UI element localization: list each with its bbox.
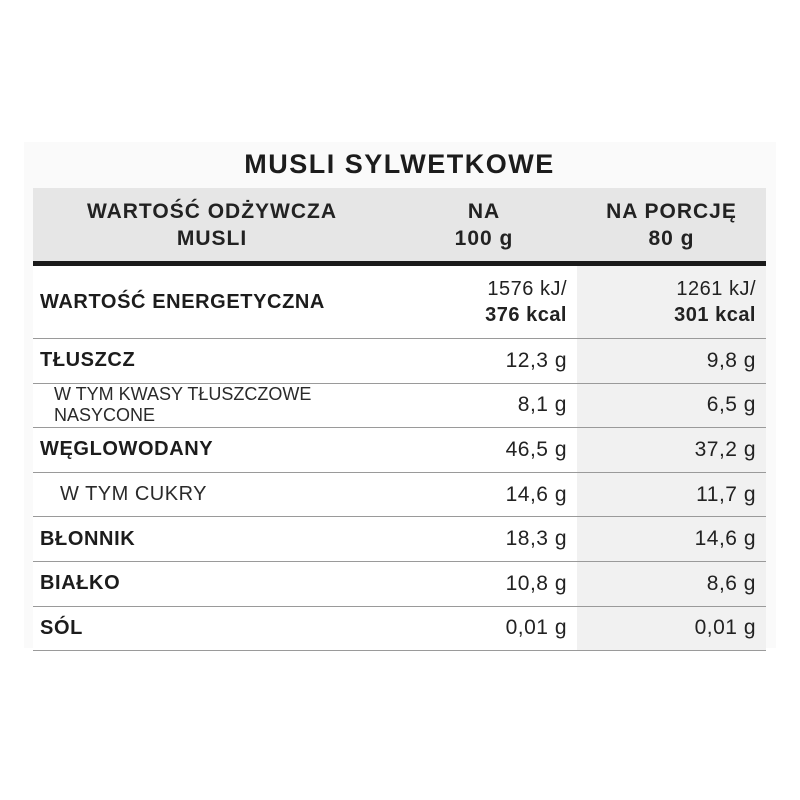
table-row-energy [33,266,766,339]
header-per-100g [391,188,577,261]
per100-value: 8,1 g [517,393,567,417]
product-title: MUSLI SYLWETKOWE [244,149,555,179]
table-row-fat [33,339,766,384]
energy-per100-kcal: 376 kcal [485,304,567,326]
table-row-sugars [33,473,766,518]
header-col1-line1: WARTOŚĆ ODŻYWCZA [86,199,338,223]
header-col3-line1: NA PORCJĘ [606,199,737,223]
header-nutrition-value [33,188,391,261]
per100-value: 12,3 g [505,348,567,372]
header-col1-line2: MUSLI [176,226,248,250]
per100-cell [391,473,577,517]
row-label-cell [33,562,391,606]
portion-cell [577,384,766,428]
row-label-cell [33,517,391,561]
per100-cell [391,266,577,338]
table-row-salt [33,607,766,652]
per100-cell [391,384,577,428]
portion-value: 6,5 g [706,393,756,417]
header-col2-line2: 100 g [454,226,514,250]
table-header-row [33,188,766,266]
per100-value: 14,6 g [505,482,567,506]
table-row-protein [33,562,766,607]
row-label: BIAŁKO [40,572,121,595]
per100-value: 18,3 g [505,527,567,551]
per100-value: 46,5 g [505,437,567,461]
portion-cell [577,517,766,561]
portion-value: 11,7 g [696,482,756,506]
portion-cell [577,266,766,338]
nutrition-table [33,188,766,651]
per100-cell [391,517,577,561]
per100-value: 0,01 g [505,616,567,640]
row-label: W TYM CUKRY [60,483,207,506]
portion-value: 37,2 g [694,437,756,461]
portion-cell [577,607,766,651]
row-label: SÓL [40,616,83,639]
row-label: WARTOŚĆ ENERGETYCZNA [40,290,325,313]
portion-value: 9,8 g [706,348,756,372]
row-label-cell [33,428,391,472]
table-row-carbohydrates [33,428,766,473]
row-label: BŁONNIK [40,527,136,550]
per100-cell [391,339,577,383]
row-label-cell [33,607,391,651]
header-col2-line1: NA [467,199,501,223]
row-label-cell [33,266,391,338]
portion-cell [577,562,766,606]
row-label-cell [33,473,391,517]
header-col3-line2: 80 g [648,226,695,250]
row-label: WĘGLOWODANY [40,438,214,461]
portion-cell [577,339,766,383]
header-per-portion [577,188,766,261]
portion-cell [577,473,766,517]
energy-portion-kj: 1261 kJ/ [676,278,756,300]
per100-cell [391,562,577,606]
row-label: W TYM KWASY TŁUSZCZOWE NASYCONE [54,384,312,426]
table-row-fiber [33,517,766,562]
per100-value: 10,8 g [505,571,567,595]
per100-cell [391,428,577,472]
portion-cell [577,428,766,472]
row-label: TŁUSZCZ [40,349,136,372]
row-label-cell [33,339,391,383]
energy-portion-kcal: 301 kcal [674,304,756,326]
portion-value: 14,6 g [694,527,756,551]
table-row-saturated-fat [33,384,766,429]
per100-cell [391,607,577,651]
portion-value: 8,6 g [706,571,756,595]
energy-per100-kj: 1576 kJ/ [487,278,567,300]
portion-value: 0,01 g [694,616,756,640]
row-label-cell [33,384,391,428]
